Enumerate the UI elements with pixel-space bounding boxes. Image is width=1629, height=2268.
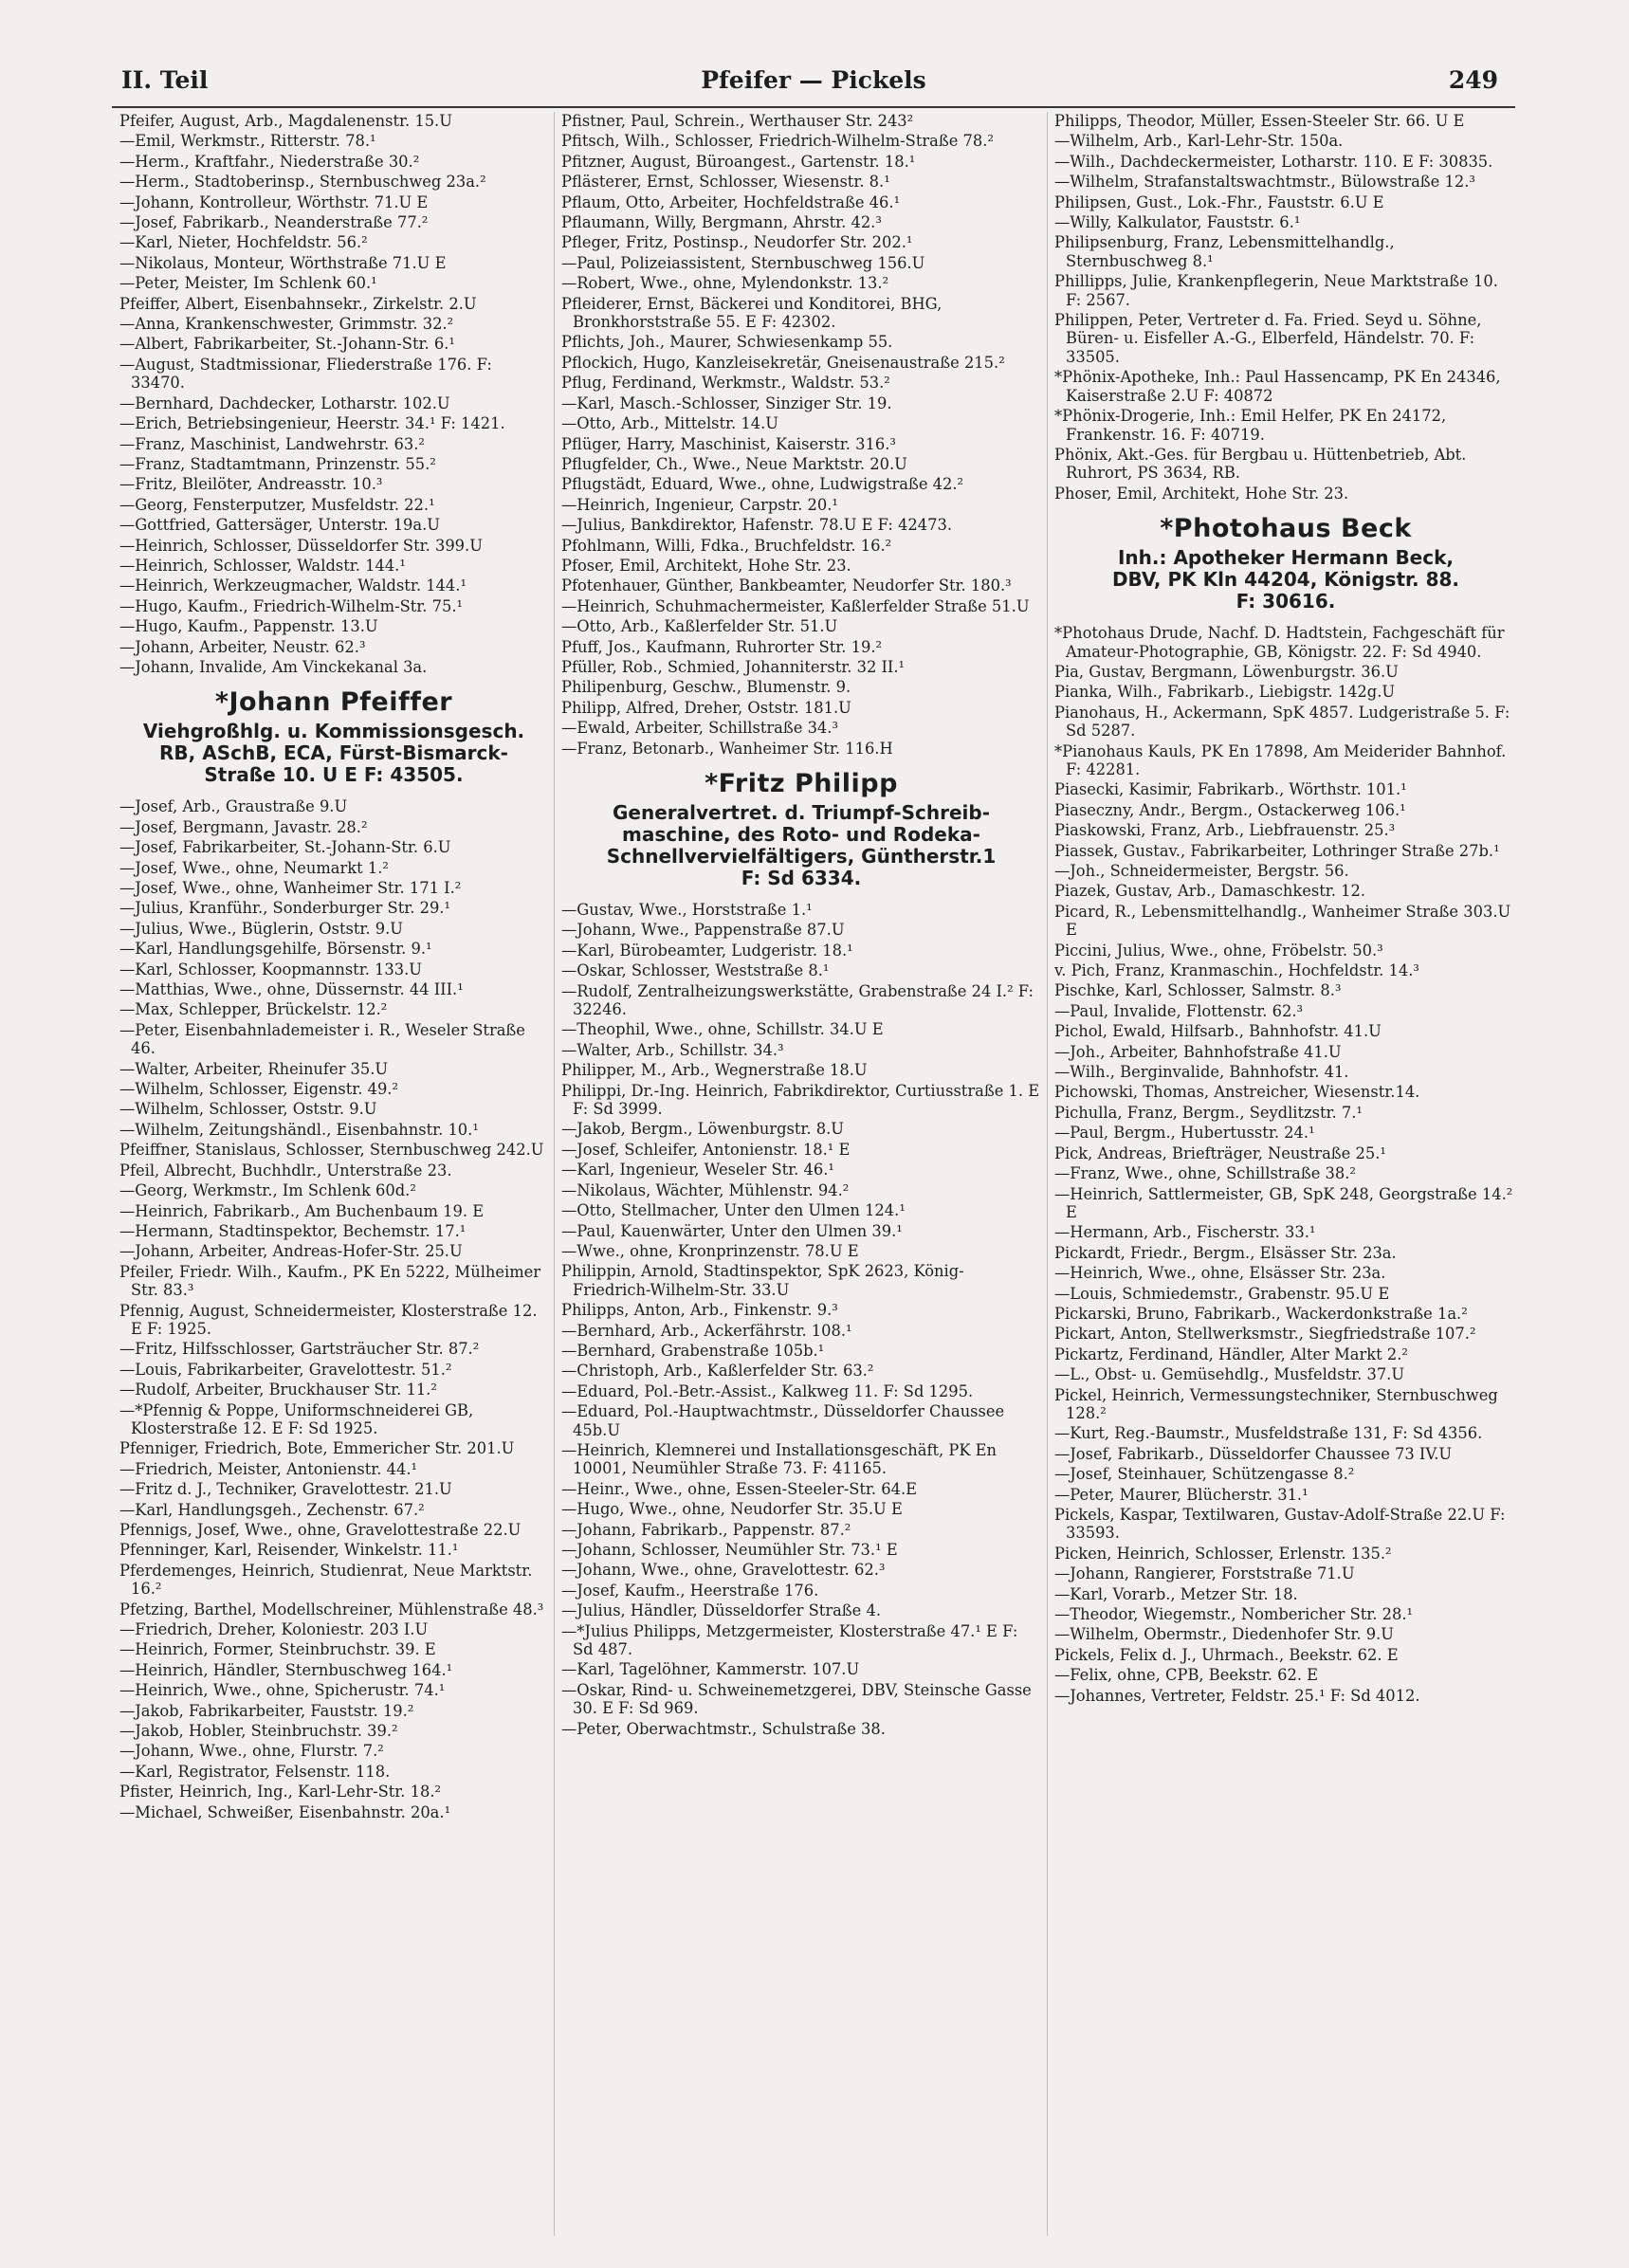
directory-entry: Pfeil, Albrecht, Buchhdlr., Unterstraße 23. [119,1161,452,1180]
directory-entry: Pfitzner, August, Büroangest., Gartenstr. 18.¹ [561,152,916,171]
directory-entry: —Franz, Stadtamtmann, Prinzenstr. 55.² [119,454,436,473]
advertisement-line: Viehgroßhlg. u. Kommissionsgesch. [142,720,525,743]
directory-entry: —Jakob, Hobler, Steinbruchstr. 39.² [119,1722,398,1741]
directory-entry: Pfetzing, Barthel, Modellschreiner, Mühlenstraße 48.³ [119,1600,544,1619]
directory-entry: —Heinrich, Wwe., ohne, Spicherustr. 74.¹ [119,1681,446,1700]
directory-entry: Pfuff, Jos., Kaufmann, Ruhrorter Str. 19.² [561,637,883,656]
directory-entry: —Heinrich, Ingenieur, Carpstr. 20.¹ [561,495,838,514]
directory-entry: —Johann, Arbeiter, Neustr. 62.³ [119,637,366,656]
directory-entry: Pickarski, Bruno, Fabrikarb., Wackerdonkstraße 1a.² [1054,1304,1468,1323]
directory-entry: Pfennigs, Josef, Wwe., ohne, Gravelottestraße 22.U [119,1521,522,1539]
directory-entry: Pflaum, Otto, Arbeiter, Hochfeldstraße 46.¹ [561,192,901,211]
directory-entry: —Josef, Fabrikarb., Neanderstraße 77.² [119,213,429,232]
directory-entry: —Heinrich, Former, Steinbruchstr. 39. E [119,1640,436,1659]
directory-entry: Pfohlmann, Willi, Fdka., Bruchfeldstr. 16.² [561,536,892,555]
directory-entry: Philipsenburg, Franz, Lebensmittelhandlg., Sternbuschweg 8.¹ [1054,233,1395,270]
directory-entry: —Albert, Fabrikarbeiter, St.-Johann-Str. 6.¹ [119,335,455,354]
directory-entry: —Theodor, Wiegemstr., Nombericher Str. 28.¹ [1054,1605,1414,1624]
directory-entry: —Johann, Wwe., Pappenstraße 87.U [561,921,845,940]
advertisement-line: Generalvertret. d. Triumpf-Schreib- [612,801,991,824]
directory-entry: —Wilhelm, Schlosser, Eigenstr. 49.² [119,1080,399,1099]
directory-entry: —Paul, Polizeiassistent, Sternbuschweg 156.U [561,253,925,272]
directory-entry: —Willy, Kalkulator, Fauststr. 6.¹ [1054,213,1301,232]
advertisement-block [119,687,548,786]
directory-entry: v. Pich, Franz, Kranmaschin., Hochfeldstr. 14.³ [1054,961,1419,980]
directory-entry: Pianka, Wilh., Fabrikarb., Liebigstr. 142g.U [1054,683,1396,702]
directory-entry: —Julius, Bankdirektor, Hafenstr. 78.U E F: 42473. [561,516,953,535]
directory-entry: —Louis, Fabrikarbeiter, Gravelottestr. 51.² [119,1360,452,1379]
directory-entry: Philipsen, Gust., Lok.-Fhr., Fauststr. 6.U E [1054,192,1384,211]
directory-entry: —Karl, Vorarb., Metzer Str. 18. [1054,1584,1298,1603]
directory-entry: —Wilhelm, Zeitungshändl., Eisenbahnstr. 10.¹ [119,1120,479,1139]
directory-entry: —Johann, Schlosser, Neumühler Str. 73.¹ E [561,1541,898,1559]
directory-entry: —Karl, Nieter, Hochfeldstr. 56.² [119,233,368,252]
directory-entry: Piasecki, Kasimir, Fabrikarb., Wörthstr. 101.¹ [1054,780,1407,799]
directory-entry: —Bernhard, Arb., Ackerfährstr. 108.¹ [561,1321,852,1340]
directory-entry: —Georg, Werkmstr., Im Schlenk 60d.² [119,1181,416,1200]
directory-entry: —*Julius Philipps, Metzgermeister, Klosterstraße 47.¹ E F: Sd 487. [561,1621,1018,1659]
directory-entry: —Rudolf, Zentralheizungswerkstätte, Grabenstraße 24 I.² F: 32246. [561,981,1034,1019]
directory-entry: Pflüger, Harry, Maschinist, Kaiserstr. 316.³ [561,434,896,453]
directory-entry: Pick, Andreas, Briefträger, Neustraße 25.¹ [1054,1143,1386,1162]
directory-entry: —Johann, Fabrikarb., Pappenstr. 87.² [561,1520,851,1539]
directory-entry: —Heinrich, Schuhmachermeister, Kaßlerfelder Straße 51.U [561,596,1030,615]
directory-entry: Pichol, Ewald, Hilfsarb., Bahnhofstr. 41.U [1054,1022,1382,1041]
directory-entry: Phönix, Akt.-Ges. für Bergbau u. Hüttenbetrieb, Abt. Ruhrort, PS 3634, RB. [1054,445,1467,483]
directory-entry: —Friedrich, Dreher, Koloniestr. 203 I.U [119,1620,429,1639]
directory-entry: Pickardt, Friedr., Bergm., Elsässer Str. 23a. [1054,1243,1397,1262]
directory-entry: —Oskar, Schlosser, Weststraße 8.¹ [561,961,830,980]
directory-entry: —Joh., Arbeiter, Bahnhofstraße 41.U [1054,1042,1342,1061]
directory-entry: Pianohaus, H., Ackermann, SpK 4857. Ludgeristraße 5. F: Sd 5287. [1054,703,1510,741]
directory-entry: —Wilhelm, Schlosser, Oststr. 9.U [119,1100,377,1119]
section-label: II. Teil [121,66,209,94]
directory-entry: —Kurt, Reg.-Baumstr., Musfeldstraße 131, F: Sd 4356. [1054,1424,1483,1443]
directory-entry: Philipps, Anton, Arb., Finkenstr. 9.³ [561,1301,838,1320]
directory-entry: —Paul, Bergm., Hubertusstr. 24.¹ [1054,1124,1315,1143]
directory-entry: —Franz, Wwe., ohne, Schillstraße 38.² [1054,1164,1356,1183]
directory-entry: Philipp, Alfred, Dreher, Oststr. 181.U [561,698,851,717]
column-left [119,112,548,2236]
directory-entry: —Fritz, Hilfsschlosser, Gartsträucher Str. 87.² [119,1340,480,1359]
page-number: 249 [1448,66,1498,94]
directory-entry: Pfister, Heinrich, Ing., Karl-Lehr-Str. 18.² [119,1783,442,1802]
directory-entry: —Karl, Bürobeamter, Ludgeristr. 18.¹ [561,941,853,960]
directory-entry: Pfeifer, August, Arb., Magdalenenstr. 15.U [119,112,452,130]
directory-entry: —Nikolaus, Monteur, Wörthstraße 71.U E [119,253,447,272]
directory-entry: Phoser, Emil, Architekt, Hohe Str. 23. [1054,484,1349,503]
advertisement-title: *Johann Pfeiffer [214,687,453,718]
directory-entry: Pflichts, Joh., Maurer, Schwiesenkamp 55. [561,333,893,352]
directory-entry: —Fritz d. J., Techniker, Gravelottestr. 21.U [119,1480,452,1499]
advertisement-line: F: Sd 6334. [741,867,862,889]
directory-entry: —Karl, Masch.-Schlosser, Sinziger Str. 19. [561,393,892,412]
directory-entry: Pfitsch, Wilh., Schlosser, Friedrich-Wilhelm-Straße 78.² [561,132,994,151]
directory-entry: —Louis, Schmiedemstr., Grabenstr. 95.U E [1054,1284,1390,1303]
directory-entry: —Johann, Invalide, Am Vinckekanal 3a. [119,657,428,676]
directory-entry: Pfotenhauer, Günther, Bankbeamter, Neudorfer Str. 180.³ [561,576,1012,595]
directory-entry: —Heinrich, Sattlermeister, GB, SpK 248, Georgstraße 14.² E [1054,1184,1513,1221]
directory-entry: —Josef, Kaufm., Heerstraße 176. [561,1581,819,1600]
directory-entry: —Julius, Kranführ., Sonderburger Str. 29.¹ [119,899,451,918]
advertisement-line: Schnellvervielfältigers, Güntherstr.1 [606,845,997,868]
directory-entry: —Johann, Wwe., ohne, Flurstr. 7.² [119,1742,384,1761]
directory-entry: Pfüller, Rob., Schmied, Johanniterstr. 32 II.¹ [561,657,906,676]
directory-entry: —Josef, Wwe., ohne, Neumarkt 1.² [119,858,389,877]
directory-entry: —Johann, Arbeiter, Andreas-Hofer-Str. 25.U [119,1242,463,1261]
directory-entry: —Nikolaus, Wächter, Mühlenstr. 94.² [561,1180,850,1199]
advertisement-line: Inh.: Apotheker Hermann Beck, [1117,546,1455,570]
advertisement-line: maschine, des Roto- und Rodeka- [622,823,980,846]
directory-entry: Pickels, Kaspar, Textilwaren, Gustav-Adolf-Straße 22.U F: 33593. [1054,1506,1506,1543]
directory-entry: Pickartz, Ferdinand, Händler, Alter Markt 2.² [1054,1344,1408,1363]
directory-entry: —Eduard, Pol.-Hauptwachtmstr., Düsseldorfer Chaussee 45b.U [561,1402,1005,1439]
directory-entry: —Paul, Kauenwärter, Unter den Ulmen 39.¹ [561,1221,903,1240]
directory-entry: —Heinrich, Wwe., ohne, Elsässer Str. 23a. [1054,1264,1386,1283]
directory-entry: —Wilhelm, Strafanstaltswachtmstr., Bülowstraße 12.³ [1054,173,1475,192]
column-divider [1047,112,1048,2236]
directory-entry: —Josef, Fabrikarb., Düsseldorfer Chaussee 73 IV.U [1054,1444,1453,1463]
directory-entry: —Bernhard, Grabenstraße 105b.¹ [561,1341,825,1360]
directory-entry: Pickart, Anton, Stellwerksmstr., Siegfriedstraße 107.² [1054,1325,1476,1344]
directory-entry: —Josef, Schleifer, Antonienstr. 18.¹ E [561,1140,851,1159]
directory-entry: —Robert, Wwe., ohne, Mylendonkstr. 13.² [561,274,889,293]
directory-entry: Pichowski, Thomas, Anstreicher, Wiesenstr.14. [1054,1083,1420,1102]
directory-entry: —Hugo, Kaufm., Pappenstr. 13.U [119,617,378,636]
directory-entry: *Phönix-Apotheke, Inh.: Paul Hassencamp, PK En 24346, Kaiserstraße 2.U F: 40872 [1054,368,1501,405]
directory-entry: —Georg, Fensterputzer, Musfeldstr. 22.¹ [119,495,435,514]
directory-entry: Pfleger, Fritz, Postinsp., Neudorfer Str. 202.¹ [561,233,913,252]
directory-entry: Pflockich, Hugo, Kanzleisekretär, Gneisenaustraße 215.² [561,353,1005,372]
directory-entry: Piaseczny, Andr., Bergm., Ostackerweg 106.¹ [1054,800,1406,819]
advertisement-line: Straße 10. U E F: 43505. [204,763,464,787]
directory-entry: —Wilhelm, Obermstr., Diedenhofer Str. 9.U [1054,1625,1394,1644]
directory-entry: Pfenninger, Karl, Reisender, Winkelstr. 11.¹ [119,1541,459,1560]
directory-entry: Pfennig, August, Schneidermeister, Klosterstraße 12. E F: 1925. [119,1301,538,1338]
directory-entry: —*Pfennig & Poppe, Uniformschneiderei GB, Klosterstraße 12. E F: Sd 1925. [119,1400,474,1437]
directory-entry: —Hermann, Arb., Fischerstr. 33.¹ [1054,1223,1316,1242]
directory-entry: —Julius, Händler, Düsseldorfer Straße 4. [561,1601,882,1620]
directory-entry: Pfeiffer, Albert, Eisenbahnsekr., Zirkelstr. 2.U [119,294,477,313]
directory-entry: —Heinrich, Fabrikarb., Am Buchenbaum 19. E [119,1201,485,1220]
directory-entry: Pflaumann, Willy, Bergmann, Ahrstr. 42.³ [561,213,882,232]
directory-entry: —Gustav, Wwe., Horststraße 1.¹ [561,901,813,919]
directory-entry: —Johann, Rangierer, Forststraße 71.U [1054,1564,1355,1583]
directory-entry: Pflugfelder, Ch., Wwe., Neue Marktstr. 20.U [561,454,907,473]
directory-entry: —Theophil, Wwe., ohne, Schillstr. 34.U E [561,1020,884,1039]
advertisement-block [561,769,1041,889]
directory-entry: Pflästerer, Ernst, Schlosser, Wiesenstr. 8.¹ [561,173,890,192]
directory-entry: —Joh., Schneidermeister, Bergstr. 56. [1054,862,1349,880]
directory-entry: —Christoph, Arb., Kaßlerfelder Str. 63.² [561,1362,874,1381]
directory-entry: —Jakob, Fabrikarbeiter, Fauststr. 19.² [119,1701,414,1720]
advertisement-line: F: 30616. [1235,590,1336,613]
directory-entry: —Jakob, Bergm., Löwenburgstr. 8.U [561,1120,845,1139]
directory-entry: —Herm., Stadtoberinsp., Sternbuschweg 23a.² [119,173,486,192]
directory-entry: Pfeiffner, Stanislaus, Schlosser, Sternbuschweg 242.U [119,1141,544,1160]
directory-entry: —Heinrich, Werkzeugmacher, Waldstr. 144.¹ [119,576,467,595]
directory-entry: —Friedrich, Meister, Antonienstr. 44.¹ [119,1459,418,1478]
directory-entry: —Otto, Arb., Mittelstr. 14.U [561,414,779,433]
directory-entry: —Franz, Maschinist, Landwehrstr. 63.² [119,434,425,453]
directory-entry: —Josef, Fabrikarbeiter, St.-Johann-Str. 6.U [119,838,451,857]
directory-entry: —Walter, Arb., Schillstr. 34.³ [561,1040,784,1059]
directory-entry: —Wwe., ohne, Kronprinzenstr. 78.U E [561,1241,859,1260]
directory-entry: Philippi, Dr.-Ing. Heinrich, Fabrikdirektor, Curtiusstraße 1. E F: Sd 3999. [561,1081,1040,1119]
directory-entry: Pfeiler, Friedr. Wilh., Kaufm., PK En 5222, Mülheimer Str. 83.³ [119,1262,541,1300]
directory-entry: Pischke, Karl, Schlosser, Salmstr. 8.³ [1054,981,1342,1000]
directory-entry: Philippin, Arnold, Stadtinspektor, SpK 2623, König-Friedrich-Wilhelm-Str. 33.U [561,1262,964,1299]
directory-entry: Pflugstädt, Eduard, Wwe., ohne, Ludwigstraße 42.² [561,475,964,494]
directory-entry: Pichulla, Franz, Bergm., Seydlitzstr. 7.¹ [1054,1103,1363,1122]
directory-entry: Picard, R., Lebensmittelhandlg., Wanheimer Straße 303.U E [1054,902,1511,940]
directory-entry: —Felix, ohne, CPB, Beekstr. 62. E [1054,1666,1319,1685]
directory-entry: —Hugo, Wwe., ohne, Neudorfer Str. 35.U E [561,1500,903,1519]
directory-entry: —Peter, Eisenbahnlademeister i. R., Weseler Straße 46. [119,1020,525,1058]
directory-entry: —Anna, Krankenschwester, Grimmstr. 32.² [119,315,454,334]
advertisement-title: *Photohaus Beck [1160,514,1412,544]
directory-entry: —Karl, Registrator, Felsenstr. 118. [119,1762,391,1781]
directory-entry: —Wilh., Dachdeckermeister, Lotharstr. 110. E F: 30835. [1054,152,1493,171]
directory-entry: Pickel, Heinrich, Vermessungstechniker, Sternbuschweg 128.² [1054,1385,1498,1422]
directory-entry: Philipps, Theodor, Müller, Essen-Steeler Str. 66. U E [1054,112,1465,130]
page-header [112,59,1515,108]
directory-entry: —Karl, Handlungsgehilfe, Börsenstr. 9.¹ [119,940,432,959]
directory-entry: —Wilh., Berginvalide, Bahnhofstr. 41. [1054,1063,1349,1082]
directory-entry: —August, Stadtmissionar, Fliederstraße 176. F: 33470. [119,355,492,393]
directory-entry: Piccini, Julius, Wwe., ohne, Fröbelstr. 50.³ [1054,941,1383,960]
directory-entry: Pickels, Felix d. J., Uhrmach., Beekstr. 62. E [1054,1645,1399,1664]
directory-entry: —Matthias, Wwe., ohne, Düssernstr. 44 III.¹ [119,980,464,999]
directory-entry: —Julius, Wwe., Büglerin, Oststr. 9.U [119,919,404,938]
directory-entry: —Herm., Kraftfahr., Niederstraße 30.² [119,152,420,171]
directory-entry: —Heinrich, Händler, Sternbuschweg 164.¹ [119,1660,453,1679]
directory-entry: —Peter, Oberwachtmstr., Schulstraße 38. [561,1719,886,1738]
advertisement-title: *Fritz Philipp [705,769,898,798]
directory-entry: —Bernhard, Dachdecker, Lotharstr. 102.U [119,393,450,412]
directory-entry: —Fritz, Bleilöter, Andreasstr. 10.³ [119,475,383,494]
directory-entry: —Wilhelm, Arb., Karl-Lehr-Str. 150a. [1054,132,1344,151]
directory-entry: —Johann, Wwe., ohne, Gravelottestr. 62.³ [561,1561,886,1580]
directory-entry: —Otto, Stellmacher, Unter den Ulmen 124.¹ [561,1201,906,1220]
directory-entry: Picken, Heinrich, Schlosser, Erlenstr. 135.² [1054,1544,1392,1563]
directory-entry: *Photohaus Drude, Nachf. D. Hadtstein, Fachgeschäft für Amateur-Photographie, GB, Königstr. 22. F: Sd 4940. [1054,624,1505,661]
directory-entry: —Heinrich, Schlosser, Düsseldorfer Str. 399.U [119,536,483,555]
column-divider [554,112,555,2236]
directory-entry: —Otto, Arb., Kaßlerfelder Str. 51.U [561,617,838,636]
directory-entry: Philipenburg, Geschw., Blumenstr. 9. [561,678,851,697]
directory-entry: Pia, Gustav, Bergmann, Löwenburgstr. 36.U [1054,662,1399,681]
directory-entry: —Erich, Betriebsingenieur, Heerstr. 34.¹ F: 1421. [119,414,505,433]
running-title: Pfeifer — Pickels [701,66,926,94]
directory-entry: —Josef, Steinhauer, Schützengasse 8.² [1054,1465,1355,1484]
directory-entry: *Phönix-Drogerie, Inh.: Emil Helfer, PK En 24172, Frankenstr. 16. F: 40719. [1054,407,1447,444]
directory-entry: —Emil, Werkmstr., Ritterstr. 78.¹ [119,132,376,151]
directory-entry: Pfleiderer, Ernst, Bäckerei und Konditorei, BHG, Bronkhorststraße 55. E F: 42302. [561,294,943,332]
directory-entry: —Heinrich, Klemnerei und Installationsgeschäft, PK En 10001, Neumühler Straße 73. F: 41165. [561,1440,998,1478]
directory-entry: Pflug, Ferdinand, Werkmstr., Waldstr. 53.² [561,374,890,393]
directory-entry: —Heinr., Wwe., ohne, Essen-Steeler-Str. 64.E [561,1479,918,1498]
directory-entry: —Franz, Betonarb., Wanheimer Str. 116.H [561,739,893,758]
directory-entry: —Josef, Wwe., ohne, Wanheimer Str. 171 I.² [119,879,462,897]
directory-entry: —Ewald, Arbeiter, Schillstraße 34.³ [561,719,838,738]
directory-entry: —Hermann, Stadtinspektor, Bechemstr. 17.¹ [119,1221,467,1240]
directory-entry: Philipper, M., Arb., Wegnerstraße 18.U [561,1061,868,1080]
directory-entry: Piassek, Gustav., Fabrikarbeiter, Lothringer Straße 27b.¹ [1054,841,1500,860]
directory-entry: —Gottfried, Gattersäger, Unterstr. 19a.U [119,516,441,535]
directory-entry: —Johann, Kontrolleur, Wörthstr. 71.U E [119,192,429,211]
directory-entry: —Josef, Arb., Graustraße 9.U [119,797,348,816]
directory-entry: Piaskowski, Franz, Arb., Liebfrauenstr. 25.³ [1054,821,1396,840]
directory-entry: Pfoser, Emil, Architekt, Hohe Str. 23. [561,556,851,575]
directory-entry: Pferdemenges, Heinrich, Studienrat, Neue Marktstr. 16.² [119,1561,533,1599]
directory-entry: Pfistner, Paul, Schrein., Werthauser Str. 243² [561,112,914,130]
directory-entry: —Paul, Invalide, Flottenstr. 62.³ [1054,1001,1304,1020]
directory-entry: —Karl, Tagelöhner, Kammerstr. 107.U [561,1660,860,1679]
directory-entry: Piazek, Gustav, Arb., Damaschkestr. 12. [1054,882,1365,901]
directory-entry: —Rudolf, Arbeiter, Bruckhauser Str. 11.² [119,1381,437,1399]
directory-entry: —Josef, Bergmann, Javastr. 28.² [119,817,368,836]
directory-entry: Phillipps, Julie, Krankenpflegerin, Neue Marktstraße 10. F: 2567. [1054,272,1498,309]
directory-entry: Philippen, Peter, Vertreter d. Fa. Fried. Seyd u. Söhne, Büren- u. Eisfeller A.-G., Elberfeld, Händelstr. 70. F: 33505. [1054,311,1482,366]
advertisement-line: RB, ASchB, ECA, Fürst-Bismarck- [159,741,508,765]
directory-entry: *Pianohaus Kauls, PK En 17898, Am Meiderider Bahnhof. F: 42281. [1054,741,1507,778]
directory-entry: —Max, Schlepper, Brückelstr. 12.² [119,1000,388,1019]
directory-entry: —Karl, Schlosser, Koopmannstr. 133.U [119,960,423,979]
column-middle [561,112,1041,2236]
column-right [1054,112,1517,2236]
advertisement-block [1054,514,1517,613]
directory-entry: —Michael, Schweißer, Eisenbahnstr. 20a.¹ [119,1802,451,1821]
directory-entry: Pfenniger, Friedrich, Bote, Emmericher Str. 201.U [119,1439,515,1458]
directory-entry: —Eduard, Pol.-Betr.-Assist., Kalkweg 11. F: Sd 1295. [561,1381,974,1400]
directory-entry: —Karl, Handlungsgeh., Zechenstr. 67.² [119,1500,425,1519]
directory-entry: —Heinrich, Schlosser, Waldstr. 144.¹ [119,556,406,575]
directory-entry: —Hugo, Kaufm., Friedrich-Wilhelm-Str. 75.¹ [119,596,464,615]
directory-entry: —L., Obst- u. Gemüsehdlg., Musfeldstr. 37.U [1054,1365,1405,1384]
directory-entry: —Walter, Arbeiter, Rheinufer 35.U [119,1059,389,1078]
directory-entry: —Johannes, Vertreter, Feldstr. 25.¹ F: Sd 4012. [1054,1686,1420,1705]
directory-entry: —Karl, Ingenieur, Weseler Str. 46.¹ [561,1161,834,1180]
directory-entry: —Peter, Maurer, Blücherstr. 31.¹ [1054,1485,1309,1504]
directory-entry: —Oskar, Rind- u. Schweinemetzgerei, DBV, Steinsche Gasse 30. E F: Sd 969. [561,1680,1032,1718]
directory-entry: —Peter, Meister, Im Schlenk 60.¹ [119,274,377,293]
advertisement-line: DBV, PK Kln 44204, Königstr. 88. [1111,568,1460,592]
